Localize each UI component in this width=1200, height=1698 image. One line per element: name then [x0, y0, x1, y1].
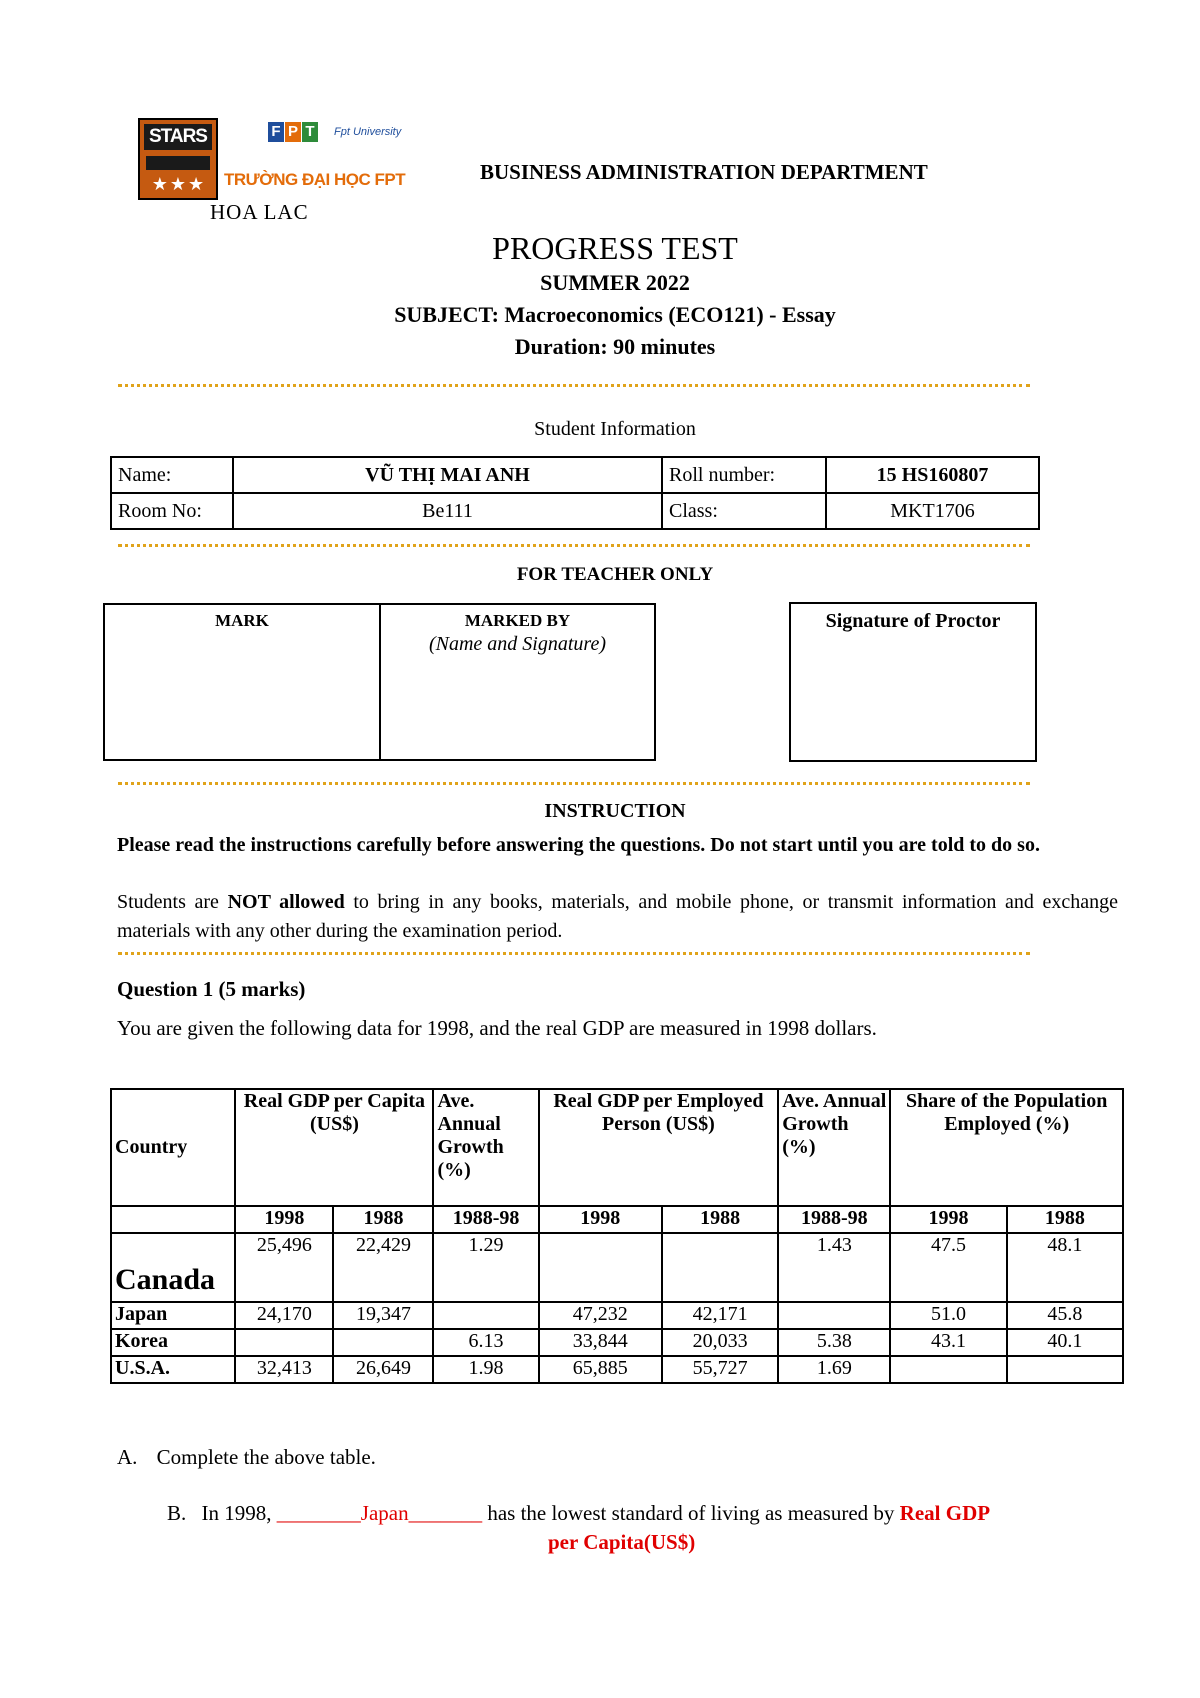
country-cell: Japan	[111, 1302, 235, 1329]
part-b-blank: _______	[408, 1501, 483, 1525]
stars-logo-text: STARS	[144, 124, 212, 150]
room-label: Room No:	[111, 493, 233, 529]
subheader: 1988	[333, 1206, 433, 1233]
divider	[118, 384, 1030, 387]
subheader: 1998	[235, 1206, 333, 1233]
data-cell	[778, 1302, 890, 1329]
proctor-box	[789, 602, 1037, 762]
data-cell: 1.69	[778, 1356, 890, 1383]
part-b-answer: Japan	[360, 1501, 409, 1525]
name-label: Name:	[111, 457, 233, 493]
divider	[118, 544, 1030, 547]
data-cell: 51.0	[890, 1302, 1006, 1329]
data-cell: 19,347	[333, 1302, 433, 1329]
part-a	[117, 1445, 376, 1470]
student-info-table	[110, 456, 1040, 530]
department-title: BUSINESS ADMINISTRATION DEPARTMENT	[480, 160, 928, 184]
data-cell: 47.5	[890, 1233, 1006, 1302]
data-cell	[333, 1329, 433, 1356]
divider	[118, 952, 1030, 955]
marked-by-label: MARKED BY	[464, 611, 571, 630]
instruction-text-after: to bring in any books, materials, and mobile phone, or transmit information and exchange materials with any other during the examination period.	[117, 891, 1118, 942]
stars-logo	[138, 118, 218, 200]
part-b-answer-measure-cont: per Capita(US$)	[548, 1530, 696, 1554]
question-intro: You are given the following data for 1998, and the real GDP are measured in 1998 dollars.	[117, 1016, 877, 1040]
subheader: 1988	[662, 1206, 778, 1233]
mark-cell	[105, 605, 381, 759]
divider	[118, 782, 1030, 785]
instruction-heading: INSTRUCTION	[544, 800, 686, 822]
instruction-text-bold: NOT allowed	[227, 891, 345, 913]
data-cell: 6.13	[433, 1329, 538, 1356]
question-title: Question 1 (5 marks)	[117, 977, 306, 1001]
country-header: Country	[111, 1089, 235, 1206]
gdp-table	[110, 1088, 1124, 1384]
fpt-university-text: Fpt University	[334, 126, 402, 138]
data-cell: 45.8	[1007, 1302, 1123, 1329]
term-label: SUMMER 2022	[540, 270, 690, 295]
data-cell: 20,033	[662, 1329, 778, 1356]
table-row	[111, 1233, 1123, 1302]
data-cell: 48.1	[1007, 1233, 1123, 1302]
data-cell: 40.1	[1007, 1329, 1123, 1356]
data-cell: 1.29	[433, 1233, 538, 1302]
fpt-university-logo	[224, 122, 428, 200]
table-row	[111, 1356, 1123, 1383]
marked-by-cell	[381, 605, 654, 759]
data-cell: 1.43	[778, 1233, 890, 1302]
fpt-letters: F P T	[268, 122, 319, 142]
name-value: VŨ THỊ MAI ANH	[233, 457, 662, 493]
duration-label: Duration: 90 minutes	[514, 334, 716, 359]
subheader: 1988-98	[778, 1206, 890, 1233]
part-b-blank: ________	[276, 1501, 361, 1525]
data-cell	[1007, 1356, 1123, 1383]
roll-label: Roll number:	[662, 457, 826, 493]
data-cell: 24,170	[235, 1302, 333, 1329]
school-name: TRƯỜNG ĐẠI HỌC FPT	[224, 170, 406, 189]
country-cell: Canada	[111, 1233, 235, 1302]
teacher-heading: FOR TEACHER ONLY	[516, 564, 714, 585]
table-row	[111, 1329, 1123, 1356]
data-cell	[539, 1233, 662, 1302]
subheader: 1998	[890, 1206, 1006, 1233]
subheader: 1998	[539, 1206, 662, 1233]
data-cell: 22,429	[333, 1233, 433, 1302]
table-row	[111, 1302, 1123, 1329]
data-cell: 47,232	[539, 1302, 662, 1329]
part-b-prefix: In 1998,	[201, 1501, 277, 1525]
group-header: Ave. Annual Growth (%)	[433, 1089, 538, 1206]
data-cell: 33,844	[539, 1329, 662, 1356]
stars-logo-stars: ★★★	[151, 174, 207, 195]
subheader: 1988	[1007, 1206, 1123, 1233]
data-cell: 42,171	[662, 1302, 778, 1329]
data-cell: 1.98	[433, 1356, 538, 1383]
campus-label: HOA LAC	[210, 200, 309, 224]
data-cell: 55,727	[662, 1356, 778, 1383]
page-title: PROGRESS TEST	[492, 230, 738, 266]
roll-value: 15 HS160807	[826, 457, 1039, 493]
room-value: Be111	[233, 493, 662, 529]
class-label: Class:	[662, 493, 826, 529]
class-value: MKT1706	[826, 493, 1039, 529]
part-b	[167, 1501, 990, 1526]
part-a-label: A.	[117, 1445, 138, 1469]
mark-box	[103, 603, 656, 761]
subject-label: SUBJECT: Macroeconomics (ECO121) - Essay	[394, 302, 836, 327]
country-cell: U.S.A.	[111, 1356, 235, 1383]
student-info-heading: Student Information	[534, 418, 696, 440]
group-header: Real GDP per Employed Person (US$)	[539, 1089, 779, 1206]
part-b-answer-measure: Real GDP	[899, 1501, 991, 1525]
part-a-text: Complete the above table.	[156, 1445, 376, 1469]
part-b-label: B.	[167, 1501, 187, 1525]
country-cell: Korea	[111, 1329, 235, 1356]
instruction-bold-text: Please read the instructions carefully before answering the questions. Do not start until you are told to do so.	[117, 834, 1040, 856]
marked-by-sub: (Name and Signature)	[428, 633, 606, 655]
group-header: Share of the Population Employed (%)	[890, 1089, 1123, 1206]
proctor-label: Signature of Proctor	[825, 610, 1001, 632]
data-cell: 25,496	[235, 1233, 333, 1302]
subheader: 1988-98	[433, 1206, 538, 1233]
mark-label: MARK	[215, 611, 269, 630]
data-cell: 65,885	[539, 1356, 662, 1383]
group-header: Ave. Annual Growth (%)	[778, 1089, 890, 1206]
data-cell	[235, 1329, 333, 1356]
data-cell: 43.1	[890, 1329, 1006, 1356]
stars-logo-bar	[146, 156, 210, 170]
data-cell: 26,649	[333, 1356, 433, 1383]
instruction-text-before: Students are	[117, 891, 228, 913]
empty-cell	[111, 1206, 235, 1233]
data-cell: 32,413	[235, 1356, 333, 1383]
data-cell	[662, 1233, 778, 1302]
group-header: Real GDP per Capita (US$)	[235, 1089, 433, 1206]
instruction-text	[117, 888, 1118, 946]
data-cell: 5.38	[778, 1329, 890, 1356]
data-cell	[890, 1356, 1006, 1383]
part-b-middle: has the lowest standard of living as measured by	[482, 1501, 900, 1525]
data-cell	[433, 1302, 538, 1329]
